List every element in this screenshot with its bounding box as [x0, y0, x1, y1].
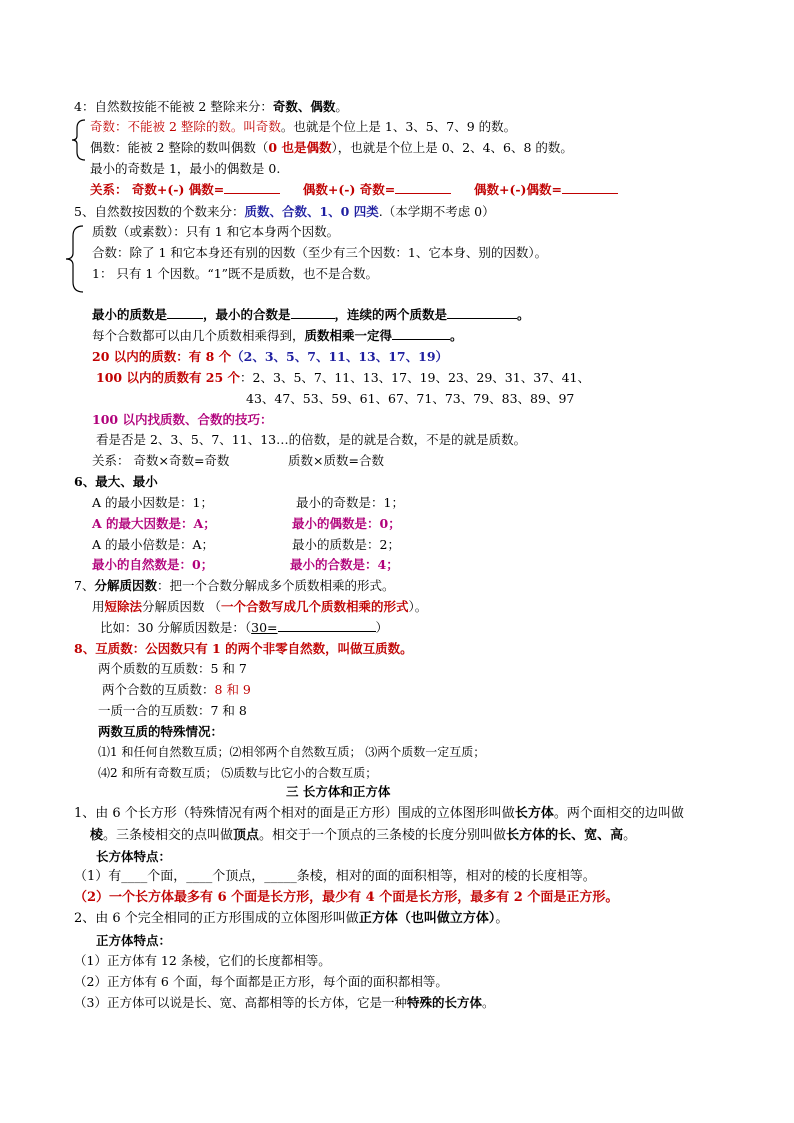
cube-feature-2: （2）正方体有 6 个面，每个面都是正方形，每个面的面积都相等。 [74, 974, 448, 989]
curly-brace-icon [64, 224, 86, 294]
tip-text: 看是否是 2、3、5、7、11、13…的倍数，是的就是合数，不是的就是质数。 [96, 432, 527, 447]
prime-definition: 质数（或素数）：只有 1 和它本身两个因数。 [92, 224, 340, 239]
coprime-special-title: 两数互质的特殊情况： [98, 724, 224, 739]
s4-title: 4：自然数按能不能被 2 整除来分：奇数、偶数。 [74, 99, 348, 114]
cube-feature-3: （3）正方体可以说是长、宽、高都相等的长方体，它是一种特殊的长方体。 [74, 995, 495, 1010]
short-division-method: 用短除法分解质因数 （一个合数写成几个质数相乘的形式）。 [92, 599, 428, 614]
blank [291, 318, 335, 319]
blank [562, 193, 618, 194]
even-definition: 偶数：能被 2 整除的数叫偶数（0 也是偶数），也就是个位上是 0、2、4、6、8 的数。 [90, 140, 573, 155]
odd-prime-relation-a: 关系： 奇数×奇数=奇数 [92, 453, 230, 468]
composite-definition: 合数：除了 1 和它本身还有别的因数（至少有三个因数：1、它本身、别的因数）。 [92, 245, 548, 260]
blank [392, 339, 450, 340]
s6-r4-right: 最小的合数是：4； [290, 557, 399, 572]
coprime-ex2: 两个合数的互质数：8 和 9 [102, 682, 251, 697]
s6-r4-left: 最小的自然数是：0； [92, 557, 214, 572]
blank [447, 318, 517, 319]
blank [395, 193, 451, 194]
coprime-ex1: 两个质数的互质数：5 和 7 [98, 661, 247, 676]
s6-r2-left: A 的最大因数是：A； [92, 516, 216, 531]
blank [167, 318, 203, 319]
s8-title: 8、互质数：公因数只有 1 的两个非零自然数，叫做互质数。 [74, 641, 413, 656]
primes-within-100: 100 以内的质数有 25 个：2、3、5、7、11、13、17、19、23、29、31、37、41、 [96, 370, 591, 385]
cube-definition: 2、由 6 个完全相同的正方形围成的立体图形叫做正方体（也叫做立方体）。 [74, 911, 509, 926]
coprime-ex3: 一质一合的互质数：7 和 8 [98, 703, 247, 718]
primes-within-20: 20 以内的质数：有 8 个（2、3、5、7、11、13、17、19） [92, 349, 449, 364]
s6-r3-right: 最小的质数是：2； [292, 537, 400, 552]
odd-definition: 奇数：不能被 2 整除的数。叫奇数。也就是个位上是 1、3、5、7、9 的数。 [90, 119, 517, 134]
cube-features-title: 正方体特点： [96, 933, 172, 948]
min-prime-composite: 最小的质数是 ，最小的合数是 ，连续的两个质数是 。 [92, 307, 530, 322]
cuboid-definition-cont: 棱。三条棱相交的点叫做顶点。相交于一个顶点的三条棱的长度分别叫做长方体的长、宽、高。 [90, 828, 637, 843]
s6-r1-left: A 的最小因数是：1； [92, 495, 213, 510]
s6-r1-right: 最小的奇数是：1； [296, 495, 404, 510]
cube-feature-1: （1）正方体有 12 条棱，它们的长度都相等。 [74, 953, 331, 968]
odd-prime-relation-b: 质数×质数=合数 [288, 453, 384, 468]
min-odd-even: 最小的奇数是 1，最小的偶数是 0. [90, 161, 281, 176]
coprime-special-2: ⑷2 和所有奇数互质； ⑸质数与比它小的合数互质； [98, 766, 378, 780]
blank [224, 193, 280, 194]
s5-title: 5、自然数按因数的个数来分：质数、合数、1、0 四类.（本学期不考虑 0） [74, 204, 495, 219]
cuboid-feature-2: （2）一个长方体最多有 6 个面是长方形，最少有 4 个面是长方形，最多有 2 个面是正方形。 [74, 890, 619, 905]
cuboid-feature-1: （1）有____个面，____个顶点，_____条棱，相对的面的面积相等，相对的棱的长度相等。 [74, 869, 596, 884]
composite-product: 每个合数都可以由几个质数相乘得到，质数相乘一定得 。 [92, 328, 463, 343]
one-definition: 1： 只有 1 个因数。“1”既不是质数，也不是合数。 [92, 266, 379, 281]
cuboid-definition: 1、由 6 个长方形（特殊情况有两个相对的面是正方形）围成的立体图形叫做长方体。两个面相交的边叫做 [74, 806, 684, 821]
s7-title: 7、分解质因数：把一个合数分解成多个质数相乘的形式。 [74, 578, 395, 593]
primes-within-100-cont: 43、47、53、59、61、67、71、73、79、83、89、97 [246, 391, 575, 406]
blank [278, 631, 376, 632]
coprime-special-1: ⑴1 和任何自然数互质；⑵相邻两个自然数互质； ⑶两个质数一定互质； [98, 745, 486, 759]
cuboid-features-title: 长方体特点： [96, 849, 172, 864]
chapter-heading: 三 长方体和正方体 [286, 784, 391, 799]
factorization-example: 比如：30 分解质因数是：（30= ） [100, 620, 389, 635]
s6-title: 6、最大、最小 [74, 474, 158, 489]
odd-even-relation: 关系： 奇数+(-) 偶数= 偶数+(-) 奇数= 偶数+(-)偶数= [90, 182, 618, 198]
tip-title: 100 以内找质数、合数的技巧： [92, 412, 273, 427]
s6-r2-right: 最小的偶数是：0； [292, 516, 401, 531]
s6-r3-left: A 的最小倍数是：A； [92, 537, 215, 552]
curly-brace-icon [70, 118, 88, 162]
